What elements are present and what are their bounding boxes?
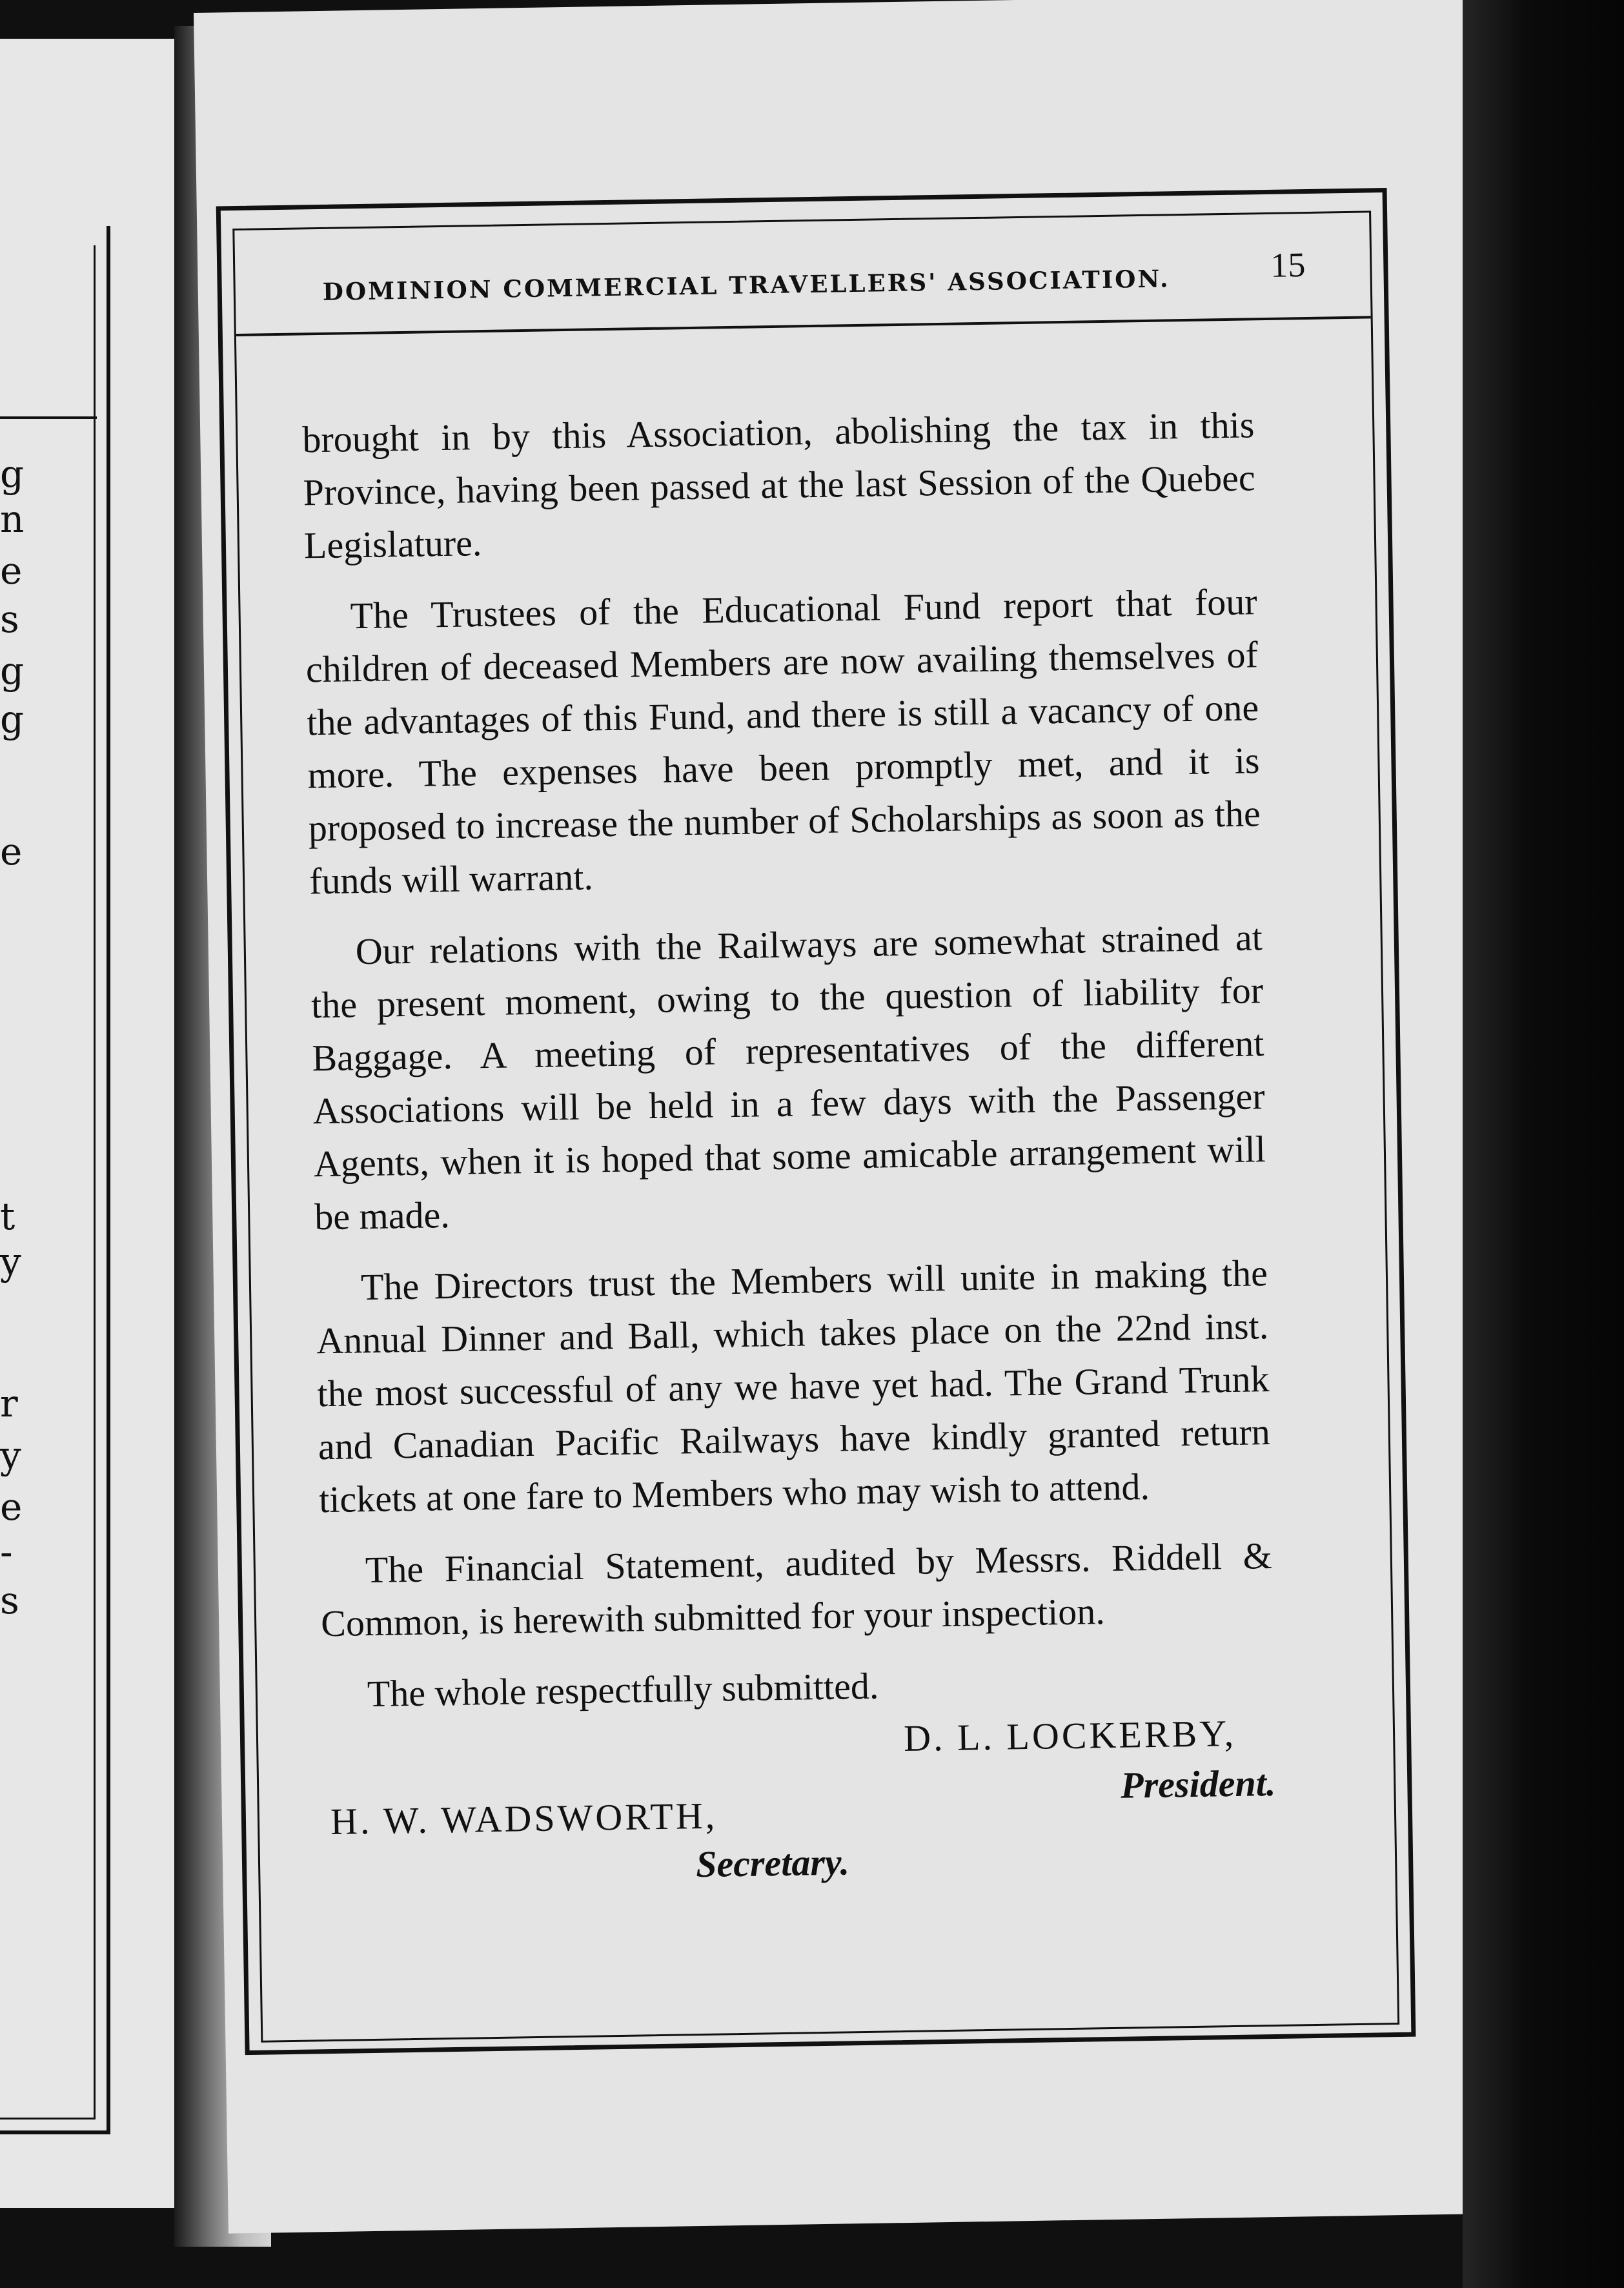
- facing-page-letter: s: [0, 1578, 19, 1622]
- facing-page-letter: e: [0, 830, 23, 873]
- signature-block: [323, 1706, 1277, 1886]
- page-number: 15: [1270, 245, 1306, 285]
- facing-page-letter: s: [0, 597, 19, 641]
- secretary-name: H. W. WADSWORTH,: [330, 1794, 718, 1843]
- header-rule: [236, 316, 1371, 336]
- president-name: D. L. LOCKERBY,: [903, 1711, 1237, 1760]
- facing-page-letter: y: [0, 1240, 21, 1283]
- facing-page-letter: r: [0, 1382, 18, 1425]
- running-head: DOMINION COMMERCIAL TRAVELLERS' ASSOCIATION.: [322, 264, 1171, 306]
- president-title: President.: [1120, 1762, 1276, 1806]
- facing-page-letter: e: [0, 549, 23, 593]
- paragraph-railways: Our relations with the Railways are somewhat strained at the present moment, owing to the question of liability for Baggage. A meeting of representatives of the different Associations will be held in a few days with the Passenger Agents, when it is hoped that some amicable arrangement will be made.: [310, 916, 1266, 1238]
- facing-page-fragment: [0, 39, 185, 2208]
- facing-page-letter: g: [0, 697, 25, 741]
- page-border-inner: [232, 210, 1399, 2042]
- facing-page-letter: g: [0, 649, 25, 693]
- facing-page-letter: t: [0, 1194, 15, 1238]
- facing-page-letter: e: [0, 1485, 23, 1529]
- closing-line: The whole respectfully submitted.: [367, 1664, 879, 1715]
- paragraph-annual-dinner: The Directors trust the Members will unite in making the Annual Dinner and Ball, which takes place on the 22nd inst. the most successful of any we have yet had. The Grand Trunk and Canadian Pacific Railways have kindly granted return tickets at one fare to Members who may wish to attend.: [316, 1252, 1271, 1521]
- report-body: [301, 398, 1277, 1886]
- facing-page-letter: n: [0, 497, 25, 541]
- book-page: [194, 0, 1513, 2234]
- page-border-outer: [216, 188, 1416, 2055]
- facing-page-letter: g: [0, 452, 25, 496]
- book-cover-edge: [1463, 0, 1624, 2288]
- facing-page-header-rule: [0, 416, 97, 419]
- paragraph-financial-statement: The Financial Statement, audited by Messrs. Riddell & Common, is herewith submitted for your inspection.: [320, 1535, 1273, 1645]
- paragraph-continuation: brought in by this Association, abolishing the tax in this Province, having been passed at the last Session of the Quebec Legislature.: [301, 403, 1256, 567]
- facing-page-letter: y: [0, 1433, 21, 1477]
- paragraph-educational-fund: The Trustees of the Educational Fund report that four children of deceased Members are now availing themselves of the advantages of this Fund, and there is still a vacancy of one more. The expenses have been promptly met, and it is proposed to increase the number of Scholarships as soon as the funds will warrant.: [305, 580, 1261, 903]
- facing-page-letter: -: [0, 1530, 13, 1574]
- secretary-title: Secretary.: [695, 1841, 850, 1886]
